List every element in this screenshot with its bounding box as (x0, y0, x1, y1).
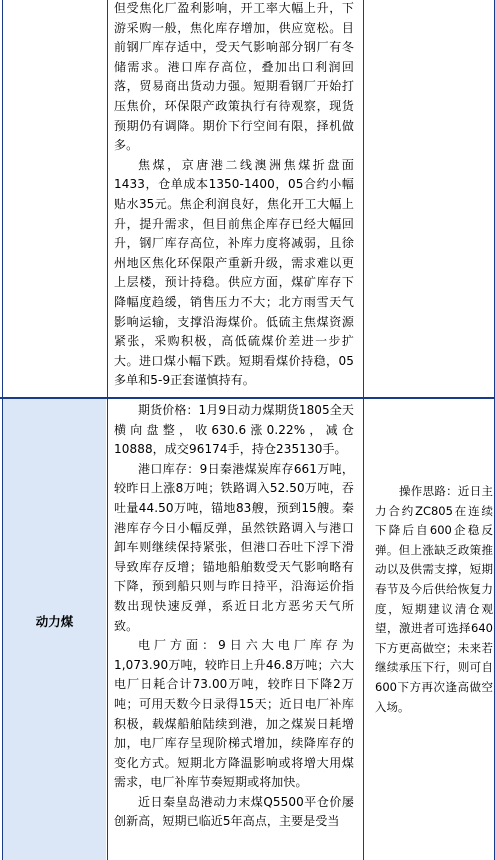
analysis-paragraph: 但受焦化厂盈利影响，开工率大幅上升，下游采购一般，焦化库存增加，供应宽松。目前钢厂库存适中，受天气影响部分钢厂有冬储需求。港口库存高位，叠加出口利润回落，贸易商出货动力强。短期看钢厂开始打压焦价，环保限产政策执行有待观察，现货预期仍有调降。期价下行空间有限，择机做多。 (114, 1, 354, 153)
analysis-cell (108, 398, 356, 860)
analysis-paragraph: 近日秦皇岛港动力末煤Q5500平仓价屡创新高，短期已临近5年高点，主要是受当 (114, 794, 354, 829)
strategy-text: 操作思路：近日主力合约ZC805在连续下降后自600企稳反弹。但上涨缺乏政策推动以及供需支撑，短期春节及今后供给恢复力度，短期建议清仓观望，激进者可选择640下方更高做空；未来若继续承压下行，则可自600下方再次逢高做空入场。 (375, 484, 493, 714)
strategy-cell (365, 398, 495, 860)
row-label-cell (3, 398, 106, 860)
table-border-left (2, 0, 3, 860)
column-divider (363, 0, 364, 860)
analysis-cell (108, 0, 356, 398)
analysis-paragraph: 电厂方面：9日六大电厂库存为1,073.90万吨，较昨日上升46.8万吨；六大电厂日耗合计73.00万吨，较昨日下降2万吨；可用天数今日录得15天；近日电厂补库积极，载煤船舶陆续到港，加之煤炭日耗增加，电厂库存呈现阶梯式增加，续降库存的变化方式。短期北方降温影响或将增大用煤需求，电厂补库节奏短期或将加快。 (114, 638, 354, 790)
row-label: 动力煤 (35, 614, 74, 629)
table-row-thermal-coal (0, 398, 495, 860)
analysis-paragraph: 港口库存：9日秦港煤炭库存661万吨，较昨日上涨8万吨；铁路调入52.50万吨，吞吐量44.50万吨，锚地83艘，预到15艘。秦港库存今日小幅反弹，虽然铁路调入与港口卸车则继续保持紧张，但港口吞吐下浮下滑导致库存反增；锚地船舶数受天气影响略有下降，预到船只则与昨日持平，沿海运价指数出现快速反弹，系近日北方恶劣天气所致。 (114, 461, 354, 633)
strategy-cell (365, 0, 495, 398)
table-row-coke (0, 0, 495, 398)
row-divider (0, 397, 495, 399)
analysis-paragraph: 焦煤，京唐港二线澳洲焦煤折盘面1433，仓单成本1350-1400，05合约小幅贴水35元。焦企利润良好，焦化开工大幅上升，提升需求，但目前焦企库存已经大幅回升，钢厂库存高位，补库力度将减弱，且徐州地区焦化环保限产重新升级，需求难以更上层楼，预计持稳。供应方面，煤矿库存下降幅度趋缓，销售压力不大；北方雨雪天气影响运输，支撑沿海煤价。低硫主焦煤资源紧张，采购积极，高低硫煤价差进一步扩大。进口煤小幅下跌。短期看煤价持稳，05多单和5-9正套谨慎持有。 (114, 157, 354, 388)
column-divider (107, 0, 108, 860)
row-label-cell (3, 0, 106, 398)
analysis-paragraph: 期货价格：1月9日动力煤期货1805全天横向盘整，收630.6涨0.22%，减仓10888，成交96174手，持仓235130手。 (114, 403, 354, 457)
